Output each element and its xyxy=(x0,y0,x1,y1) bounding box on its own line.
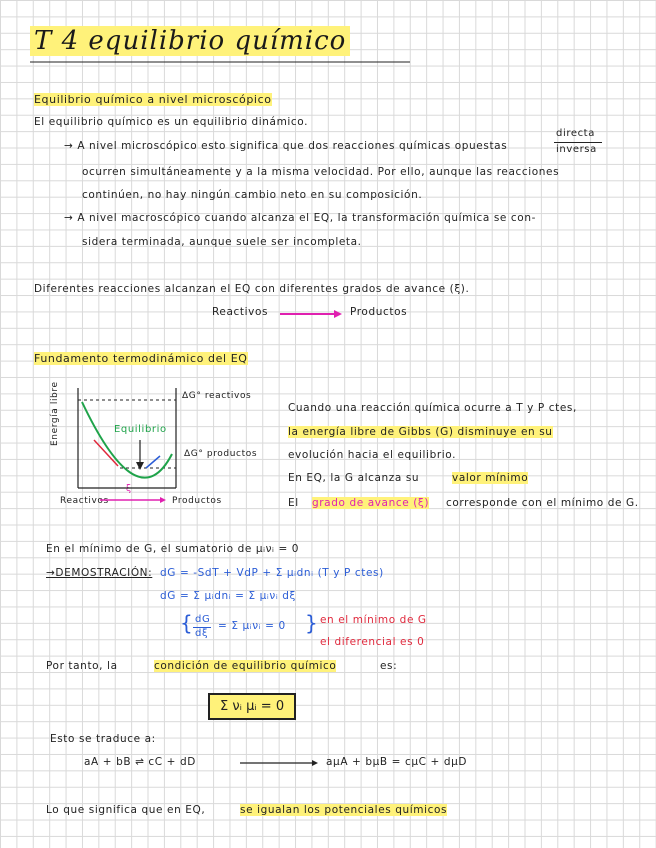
termo-p5c: corresponde con el mínimo de G. xyxy=(446,497,639,509)
note2: el diferencial es 0 xyxy=(320,636,425,648)
eq-arrowhead xyxy=(136,462,144,470)
condicion-a: Por tanto, la xyxy=(46,660,118,672)
grados-reactivos: Reactivos xyxy=(212,306,269,318)
final-a: Lo que significa que en EQ, xyxy=(46,804,206,816)
condicion-b: condición de equilibrio químico xyxy=(154,660,337,672)
section-heading-termo: Fundamento termodinámico del EQ xyxy=(34,352,248,365)
eq3-rest: = Σ μᵢνᵢ = 0 xyxy=(218,620,286,632)
termo-p1: Cuando una reacción química ocurre a T y P ctes, xyxy=(288,402,577,414)
eq3-num: dG xyxy=(195,614,211,625)
frac-top: directa xyxy=(556,128,595,139)
equilibrio-label: Equilibrio xyxy=(114,424,167,435)
dg-reactivos-label: ΔG° reactivos xyxy=(182,391,252,401)
dg-productos-label: ΔG° productos xyxy=(184,449,258,459)
boxed-condition: Σ νᵢ μᵢ = 0 xyxy=(208,693,296,720)
x-right-label: Productos xyxy=(172,496,222,506)
reaction-result: aμA + bμB = cμC + dμD xyxy=(326,756,468,768)
traduce-line: Esto se traduce a: xyxy=(50,733,156,745)
xi-label: ξ xyxy=(126,484,132,494)
page-title: T 4 equilibrio químico xyxy=(30,26,350,56)
eq1: dG = -SdT + VdP + Σ μᵢdnᵢ (T y P ctes) xyxy=(160,567,384,579)
termo-p2: la energía libre de Gibbs (G) disminuye en su xyxy=(288,426,553,438)
frac-bottom: inversa xyxy=(556,144,597,155)
termo-p5b: grado de avance (ξ) xyxy=(312,497,430,509)
x-left-label: Reactivos xyxy=(60,496,109,506)
micro-bullet1-c: continúen, no hay ningún cambio neto en su composición. xyxy=(82,189,423,201)
xi-arrowhead xyxy=(160,497,166,503)
blue-arrow xyxy=(146,456,160,468)
termo-p4a: En EQ, la G alcanza su xyxy=(288,472,420,484)
micro-bullet2-a: → A nivel macroscópico cuando alcanza el EQ, la transformación química se con- xyxy=(64,212,536,224)
gibbs-curve xyxy=(82,402,172,478)
termo-p4b: valor mínimo xyxy=(452,472,529,484)
magenta-arrowhead xyxy=(334,310,342,318)
eq2: dG = Σ μᵢdnᵢ = Σ μᵢνᵢ dξ xyxy=(160,590,297,602)
section-heading-micro: Equilibrio químico a nivel microscópico xyxy=(34,93,272,106)
micro-line1: El equilibrio químico es un equilibrio dinámico. xyxy=(34,116,309,128)
note1: en el mínimo de G xyxy=(320,614,427,626)
y-axis-label: Energía libre xyxy=(50,381,60,446)
brace-left: { xyxy=(180,611,194,635)
reaction-arrowhead xyxy=(312,760,318,766)
termo-p3: evolución hacia el equilibrio. xyxy=(288,449,457,461)
final-b: se igualan los potenciales químicos xyxy=(240,804,448,816)
reaction: aA + bB ⇌ cC + dD xyxy=(84,756,196,768)
brace-right: } xyxy=(305,611,319,635)
eq3-den: dξ xyxy=(195,628,209,639)
grados-line: Diferentes reacciones alcanzan el EQ con diferentes grados de avance (ξ). xyxy=(34,283,470,295)
micro-bullet2-b: sidera terminada, aunque suele ser incompleta. xyxy=(82,236,362,248)
micro-bullet1-a: → A nivel microscópico esto significa que dos reacciones químicas opuestas xyxy=(64,140,508,152)
termo-p5a: El xyxy=(288,497,299,509)
demostracion-label: →DEMOSTRACIÓN: xyxy=(46,567,153,579)
grados-productos: Productos xyxy=(350,306,408,318)
minimo-line: En el mínimo de G, el sumatorio de μᵢνᵢ = 0 xyxy=(46,543,300,555)
micro-bullet1-b: ocurren simultáneamente y a la misma velocidad. Por ello, aunque las reacciones xyxy=(82,166,560,178)
condicion-c: es: xyxy=(380,660,398,672)
